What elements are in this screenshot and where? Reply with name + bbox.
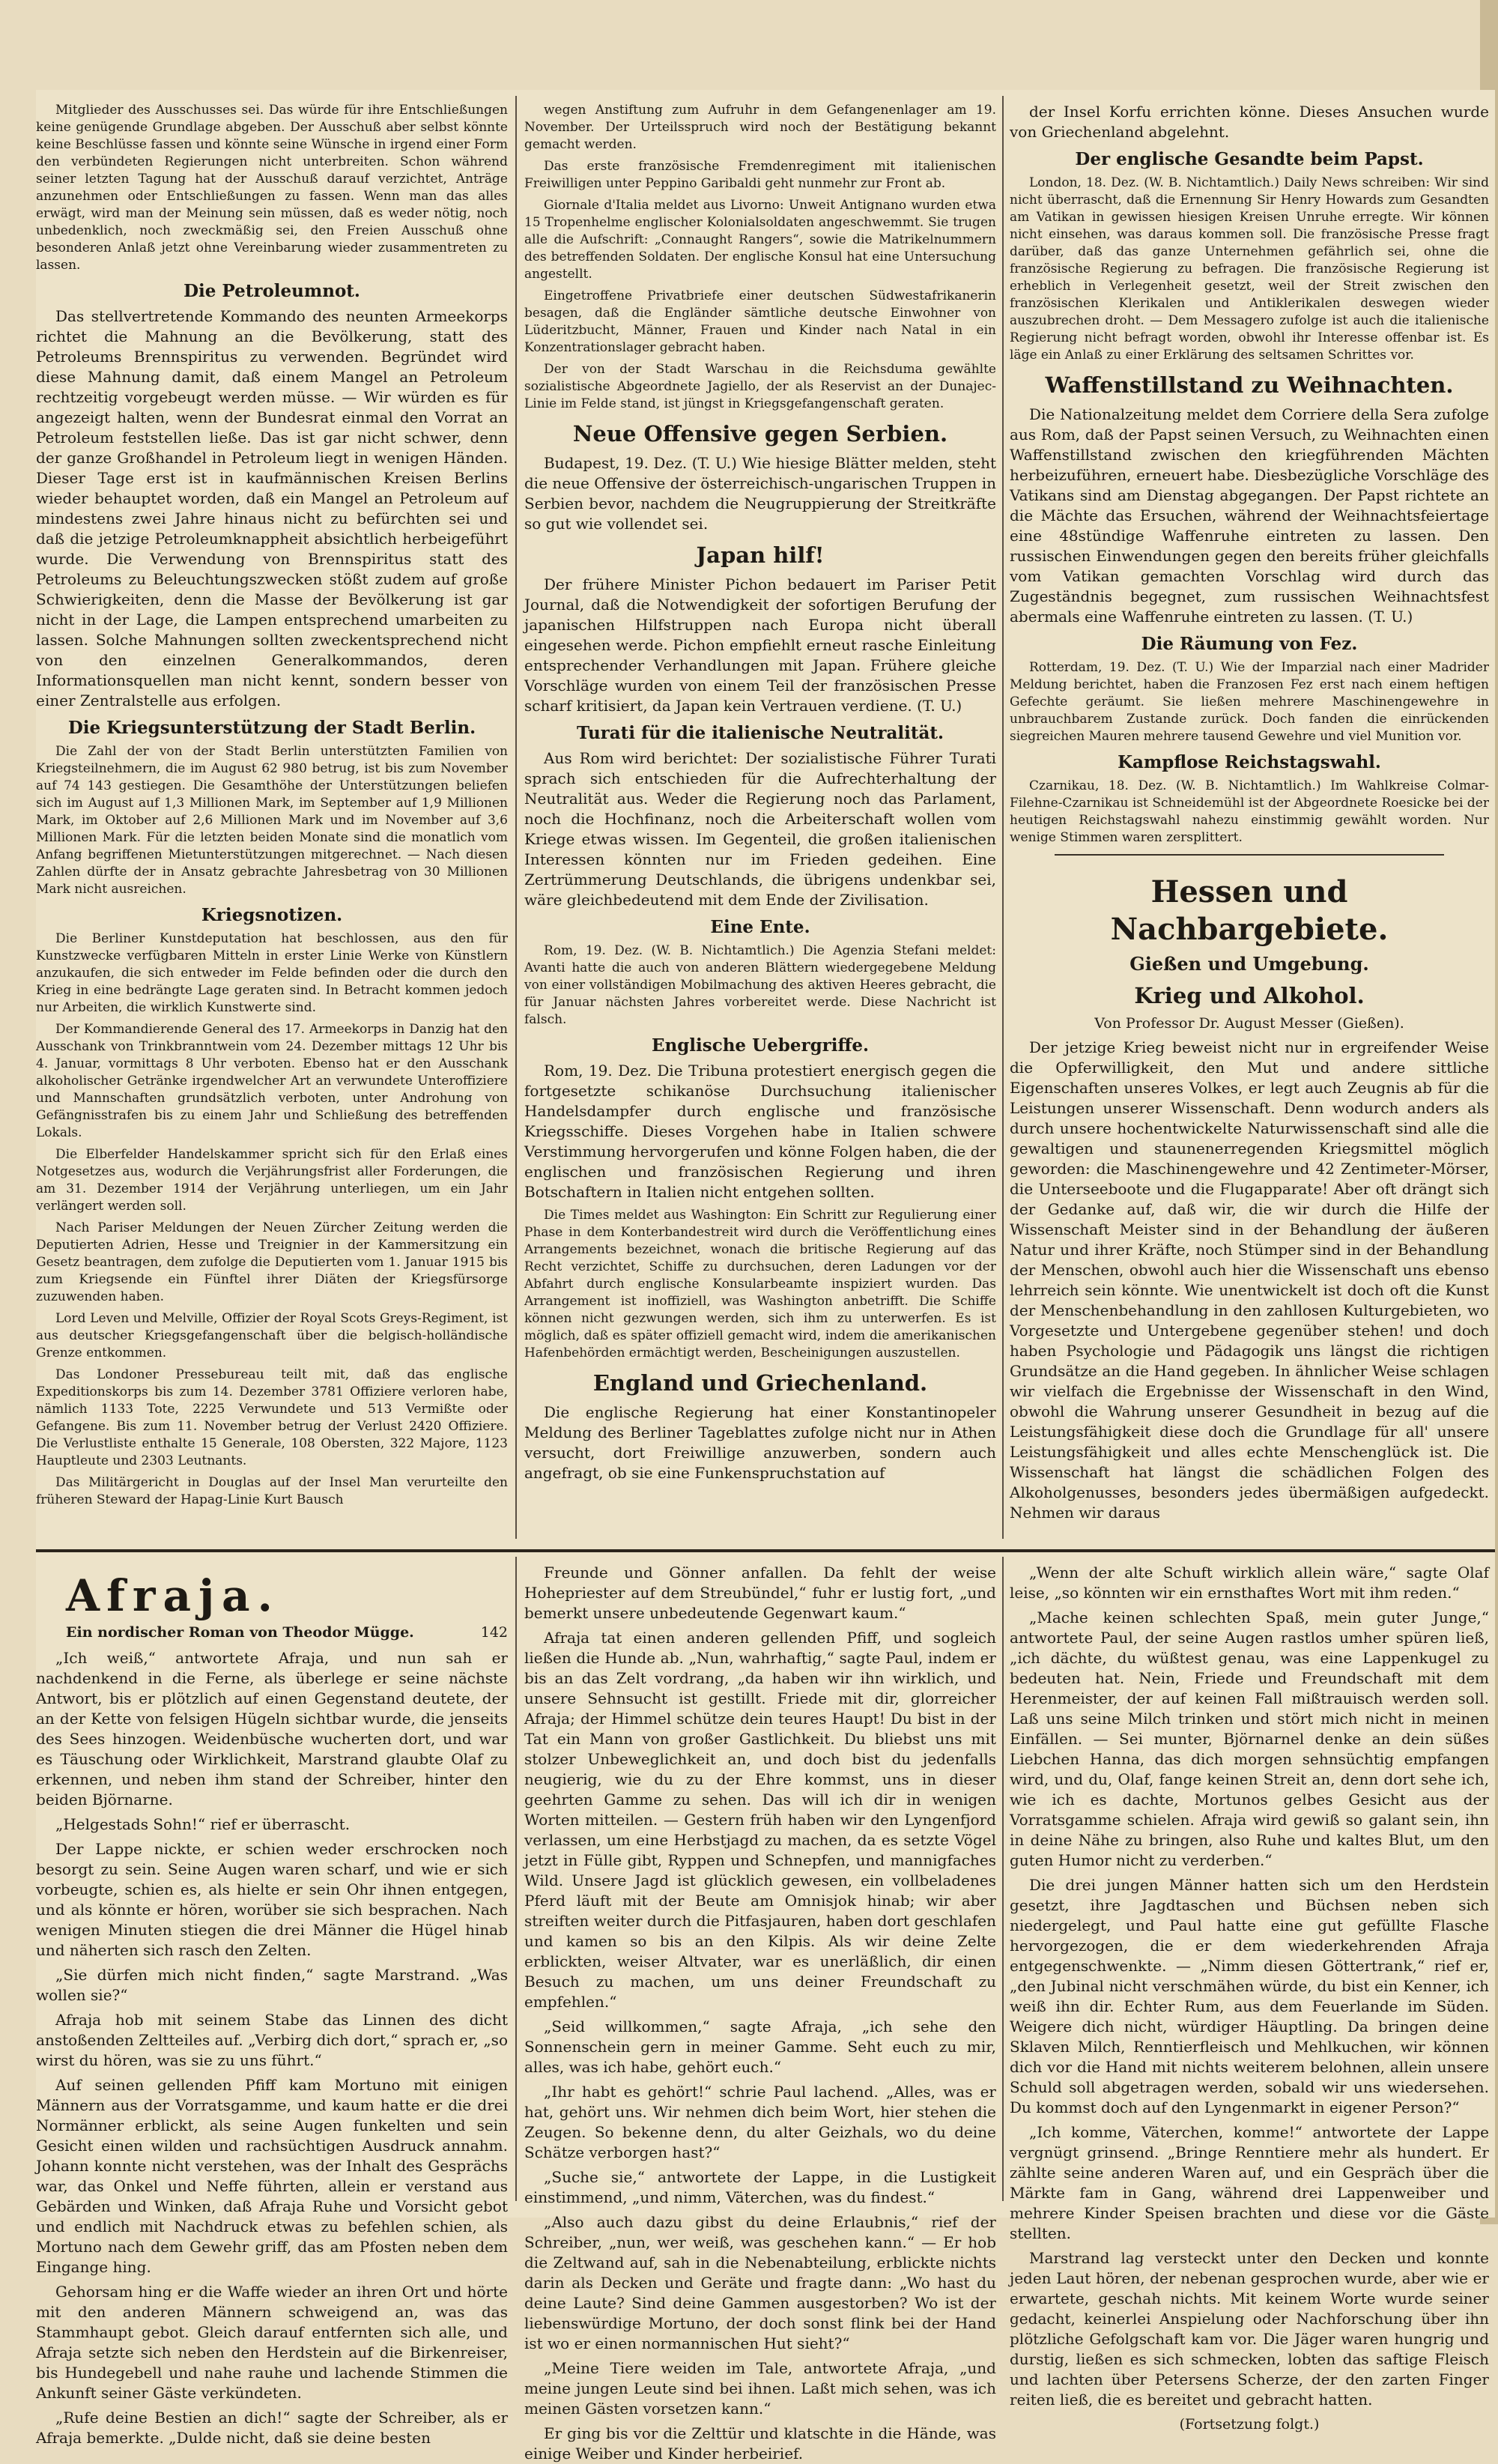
article-text: Rom, 19. Dez. Die Tribuna protestiert energisch gegen die fortgesetzte schikanöse Durchsuchung italienischer Handelsdampfer durch englische und französische Kriegsschiffe. Dieses Vorgehen habe in Italien schwere Verstimmung hervorgerufen und könne Folgen haben, die der englischen und französischen Regierung und ihren Botschaftern in Italien nicht entgehen sollten. — [524, 1062, 996, 1201]
headline-raeumung-fez: Die Räumung von Fez. — [1141, 634, 1358, 654]
column-1 — [36, 102, 508, 1542]
article-text: Rom, 19. Dez. (W. B. Nichtamtlich.) Die Agenzia Stefani meldet: Avanti hatte die auch von anderen Blättern wiedergegebene Meldung von einer vollständigen Mobilmachung des aktiven Heeres gebracht, die für Januar nächsten Jahres vorbereitet werde. Diese Nachricht ist falsch. — [524, 943, 996, 1027]
serial-paragraph: Auf seinen gellenden Pfiff kam Mortuno mit einigen Männern aus der Vorratsgamme, und kaum hatte er die drei Normänner erblickt, als seine Augen funkelten und sein Gesicht einen wilden und rachsüchtigen Ausdruck annahm. Johann konnte nicht verstehen, was der Inhalt des Gesprächs war, das Onkel und Neffe führten, allein er verstand aus Gebärden und Winken, daß Afraja Ruhe und Vorsicht gebot und endlich mit Nachdruck etwas zu befehlen schien, als Mortuno nach dem Gewehr griff, das am Pfosten neben dem Eingange hing. — [36, 2076, 508, 2276]
serial-paragraph: „Meine Tiere weiden im Tale, antwortete Afraja, „und meine jungen Leute sind bei ihnen. Laßt mich sehen, was ich meinen Gästen vorsetzen kann.“ — [524, 2359, 996, 2418]
article-byline: Von Professor Dr. August Messer (Gießen). — [1094, 1015, 1404, 1032]
serial-paragraph: Marstrand lag versteckt unter den Decken und konnte jeden Laut hören, der nebenan gesprochen wurde, aber wie er erwartete, geschah nichts. Mit keinem Worte wurde seiner gedacht, keinerlei Anspielung oder Nachforschung über ihn plötzliche Gefolgschaft kam vor. Die Jäger waren hungrig und durstig, ließen es sich schmecken, lobten das saftige Fleisch und lachten über Petersens Scherze, der den zarten Finger reiten ließ, die es bereitet und gebracht hatten. — [1010, 2249, 1489, 2409]
article-text: Budapest, 19. Dez. (T. U.) Wie hiesige Blätter melden, steht die neue Offensive der österreichisch-ungarischen Truppen in Serbien bevor, nachdem die Neugruppierung der Streitkräfte so gut wie vollendet sei. — [524, 454, 996, 533]
serial-installment-number: 142 — [480, 1624, 508, 1641]
article-text: Die Times meldet aus Washington: Ein Schritt zur Regulierung einer Phase in dem Konterbandestreit wird durch die Veröffentlichung eines Arrangements bezeichnet, wonach die britische Regierung auf das Recht verzichtet, Schiffe zu durchsuchen, deren Ladungen vor der Abfahrt durch englische Konsularbeamte inspiziert wurden. Das Arrangement ist inoffiziell, was Washington anbetrifft. Die Schiffe können nicht gezwungen werden, sich ihm zu unterwerfen. Es ist möglich, daß es später offiziell gemacht wird, indem die amerikanischen Hafenbehörden ermächtigt werden, Bescheinigungen auszustellen. — [524, 1208, 996, 1360]
serial-continued-note: (Fortsetzung folgt.) — [1179, 2416, 1320, 2433]
serial-paragraph: „Wenn der alte Schuft wirklich allein wäre,“ sagte Olaf leise, „so könnten wir ein ernsthaftes Wort mit ihm reden.“ — [1010, 1564, 1489, 1602]
article-text: Aus Rom wird berichtet: Der sozialistische Führer Turati sprach sich entschieden für die Aufrechterhaltung der Neutralität aus. Weder die Regierung noch das Parlament, noch die Hochfinanz, noch die Arbeiterschaft wollen vom Kriege etwas wissen. Im Gegenteil, die großen italienischen Interessen könnten nur im Frieden gedeihen. Eine Zertrümmerung Deutschlands, die übrigens undenkbar sei, wäre gleichbedeutend mit dem Ende der Zivilisation. — [524, 749, 996, 909]
article-text: Die Nationalzeitung meldet dem Corriere della Sera zufolge aus Rom, daß der Papst seinen Versuch, zu Weihnachten einen Waffenstillstand zwischen den kriegführenden Mächten herbeizuführen, erneuert habe. Diesbezügliche Vorschläge des Vatikans sind am Dienstag abgegangen. Der Papst richtete an die Mächte das Ersuchen, während der Weihnachtsfeiertage eine 48stündige Waffenruhe eintreten zu lassen. Den russischen Einwendungen gegen den bereits früher gleichfalls vom Vatikan gemachten Vorschlag wird durch das Zugeständnis begegnet, zum russischen Weihnachtsfest abermals eine Waffenruhe eintreten zu lassen. (T. U.) — [1010, 405, 1489, 626]
headline-petroleumnot: Die Petroleumnot. — [184, 281, 360, 301]
article-text: Die Elberfelder Handelskammer spricht sich für den Erlaß eines Notgesetzes aus, wodurch die Verjährungsfrist aller Forderungen, die am 31. Dezember 1914 der Verjährung unterliegen, um ein Jahr verlängert werden soll. — [36, 1147, 508, 1214]
column-2 — [524, 102, 996, 1542]
serial-paragraph: Er ging bis vor die Zelttür und klatschte in die Hände, was einige Weiber und Kinder herbeirief. — [524, 2424, 996, 2463]
serial-paragraph: „Sie dürfen mich nicht finden,“ sagte Marstrand. „Was wollen sie?“ — [36, 1966, 508, 2004]
article-text: Das Militärgericht in Douglas auf der Insel Man verurteilte den früheren Steward der Hapag-Linie Kurt Bausch — [36, 1475, 508, 1507]
headline-japan-hilf: Japan hilf! — [696, 542, 825, 568]
serial-subtitle — [66, 1624, 508, 1641]
column-rule — [1002, 96, 1004, 1539]
column-rule — [515, 1557, 517, 2201]
headline-kriegsnotizen: Kriegsnotizen. — [201, 905, 343, 925]
article-text: wegen Anstiftung zum Aufruhr in dem Gefangenenlager am 19. November. Der Urteilsspruch wird noch der Bestätigung bekannt gemacht werden. — [524, 103, 996, 152]
headline-kriegsunterstuetzung: Die Kriegsunterstützung der Stadt Berlin. — [67, 718, 476, 738]
serial-paragraph: „Rufe deine Bestien an dich!“ sagte der Schreiber, als er Afraja bemerkte. „Dulde nicht, daß sie deine besten — [36, 2409, 508, 2447]
headline-englische-uebergriffe: Englische Uebergriffe. — [651, 1035, 870, 1056]
serial-title: Afraja. — [66, 1570, 280, 1621]
article-text: Der jetzige Krieg beweist nicht nur in ergreifender Weise die Opferwilligkeit, den Mut und andere sittliche Eigenschaften unseres Volkes, er legt auch Zeugnis ab für die Leistungen unserer Wissenschaft. Denn wodurch anders als durch unsere hochentwickelte Naturwissenschaft sind alle die gewaltigen und staunenerregenden Kriegsmittel möglich geworden: die Maschinengewehre und 42 Zentimeter-Mörser, die Unterseeboote und die Flugapparate! Aber oft drängt sich der Gedanke auf, daß wir, die wir durch die Hilfe der Wissenschaft Meister sind in der Behandlung der äußeren Natur und ihrer Kräfte, noch Stümper sind in der Behandlung der Menschen, obwohl auch hier die Wissenschaft uns ebenso lehrreich sein könnte. Wie unentwickelt ist doch oft die Kunst der Menschenbehandlung in den zahllosen Kulturgebieten, wo Vorgesetzte und Untergebene gegenüber stehen! und doch haben Psychologie und Pädagogik uns längst die richtigen Grundsätze an die Hand gegeben. In ähnlicher Weise schlagen wir vielfach die Ergebnisse der Wissenschaft in den Wind, obwohl die Wahrung unserer Gesundheit in bezug auf die Leistungsfähigkeit diese doch die Grundlage für all' unsere Leistungsfähigkeit und alles echte Menschenglück ist. Die Wissenschaft hat längst die schädlichen Folgen des Alkoholgenusses, besonders jedes übermäßigen aufgedeckt. Nehmen wir daraus — [1010, 1038, 1489, 1522]
serial-column-1 — [36, 1563, 508, 2447]
article-text: Rotterdam, 19. Dez. (T. U.) Wie der Imparzial nach einer Madrider Meldung berichtet, haben die Franzosen Fez erst nach einem heftigen Gefechte geräumt. Sie ließen mehrere Maschinengewehre in unbrauchbarem Zustande zurück. Doch fanden die einrückenden siegreichen Mauren mehrere tausend Gewehre und viel Munition vor. — [1010, 660, 1489, 744]
section-divider — [1055, 854, 1444, 856]
article-text: Der von der Stadt Warschau in die Reichsduma gewählte sozialistische Abgeordnete Jagiello, der als Reservist an der Dunajec-Linie im Felde stand, ist jüngst in Kriegsgefangenschaft geraten. — [524, 362, 996, 411]
serial-column-2 — [524, 1563, 996, 2463]
serial-paragraph: Gehorsam hing er die Waffe wieder an ihren Ort und hörte mit den anderen Männern schweigend an, was das Stammhaupt gebot. Gleich darauf entfernten sich alle, und Afraja setzte sich neben den Herdstein auf die Birkenreiser, bis Hundegebell und nahe rauhe und lachende Stimmen die Ankunft seiner Gäste verkündeten. — [36, 2283, 508, 2402]
article-text: Das stellvertretende Kommando des neunten Armeekorps richtet die Mahnung an die Bevölkerung, statt des Petroleums Brennspiritus zu verwenden. Begründet wird diese Mahnung damit, daß einem Mangel an Petroleum rechtzeitig vorgebeugt werden müsse. — Wir würden es für angezeigt halten, wenn der Bundesrat einmal den Vorrat an Petroleum feststellen ließe. Das ist gar nicht schwer, denn der ganze Großhandel in Petroleum liegt in wenigen Händen. Dieser Tage erst ist in kaufmännischen Kreisen Berlins wieder behauptet worden, daß ein Mangel an Petroleum auf mindestens zwei Jahre hinaus nicht zu befürchten sei und daß die jetzige Petroleumknappheit absichtlich herbeigeführt wurde. Die Verwendung von Brennspiritus statt des Petroleums zu Beleuchtungszwecken stößt zudem auf große Schwierigkeiten, denn die Masse der Bevölkerung ist gar nicht in der Lage, die Lampen entsprechend umarbeiten zu lassen. Solche Mahnungen sollten zweckentsprechend nicht von den einzelnen Generalkommandos, deren Informationsquellen man nicht kennt, sondern besser von einer Zentralstelle aus erfolgen. — [36, 307, 508, 709]
section-title-hessen: Hessen und Nachbargebiete. — [1110, 874, 1389, 947]
serial-paragraph: Afraja hob mit seinem Stabe das Linnen des dicht anstoßenden Zeltteiles auf. „Verbirg dich dort,“ sprach er, „so wirst du hören, was sie zu uns führt.“ — [36, 2011, 508, 2069]
article-text: Lord Leven und Melville, Offizier der Royal Scots Greys-Regiment, ist aus deutscher Kriegsgefangenschaft über die belgisch-holländische Grenze entkommen. — [36, 1311, 508, 1360]
section-subtitle-giessen: Gießen und Umgebung. — [1129, 953, 1369, 975]
article-text: Der frühere Minister Pichon bedauert im Pariser Petit Journal, daß die Notwendigkeit der sofortigen Berufung der japanischen Hilfstruppen nach Europa nicht überall eingesehen werde. Pichon empfiehlt erneut rasche Einleitung entsprechender Verhandlungen mit Japan. Frühere gleiche Vorschläge wurden von einem Teil der französischen Presse scharf kritisiert, da Japan kein Vertrauen verdiene. (T. U.) — [524, 575, 996, 715]
headline-offensive-serbien: Neue Offensive gegen Serbien. — [572, 421, 948, 447]
headline-england-griechenland: England und Griechenland. — [592, 1370, 928, 1396]
serial-paragraph: „Ich weiß,“ antwortete Afraja, und nun sah er nachdenkend in die Ferne, als überlege er seine nächste Antwort, bis er plötzlich auf einen Gegenstand deutete, der an der Kette von felsigen Hügeln sichtbar wurde, die jenseits des Sees hinzogen. Weidenbüsche wucherten dort, und war es Täuschung oder Wirklichkeit, Marstrand glaubte Olaf zu erkennen, und neben ihm stand der Schreiber, hinter den beiden Björnarne. — [36, 1649, 508, 1808]
article-text: Der Kommandierende General des 17. Armeekorps in Danzig hat den Ausschank von Trinkbranntwein vom 24. Dezember mittags 12 Uhr bis 4. Januar, vormittags 8 Uhr verboten. Ebenso hat er den Ausschank alkoholischer Getränke irgendwelcher Art an verwundete Unteroffiziere und Mannschaften grundsätzlich verboten, unter Androhung von Gefängnisstrafen bis zu einem Jahr und Schließung des betreffenden Lokals. — [36, 1022, 508, 1140]
article-text: Die englische Regierung hat einer Konstantinopeler Meldung des Berliner Tageblattes zufolge nicht nur in Athen versucht, dort Freiwillige anzuwerben, sondern auch angefragt, ob sie eine Funkenspruchstation auf — [524, 1403, 996, 1482]
article-text: der Insel Korfu errichten könne. Dieses Ansuchen wurde von Griechenland abgelehnt. — [1010, 103, 1489, 141]
column-3 — [1010, 102, 1489, 1542]
column-rule — [1002, 1557, 1004, 2201]
headline-krieg-alkohol: Krieg und Alkohol. — [1134, 983, 1365, 1008]
article-text: Mitglieder des Ausschusses sei. Das würde für ihre Entschließungen keine genügende Grundlage abgeben. Der Ausschuß aber selbst könnte keine Beschlüsse fassen und könnte seine Wünsche in irgend einer Form den verbündeten Regierungen nicht unterbreiten. Schon während seiner letzten Tagung hat der Ausschuß darauf verzichtet, Anträge anzunehmen oder Entschließungen zu fassen. Wenn man das alles erwägt, wird man der Meinung sein müssen, daß es weder nötig, noch unbedenklich, noch zweckmäßig sei, den Freien Ausschuß ohne besonderen Anlaß jetzt ohne Vereinbarung wieder zusammentreten zu lassen. — [36, 103, 508, 273]
headline-reichstagswahl: Kampflose Reichstagswahl. — [1118, 752, 1381, 772]
serial-paragraph: Die drei jungen Männer hatten sich um den Herdstein gesetzt, ihre Jagdtaschen und Büchsen neben sich niedergelegt, und Paul hatte eine gut gefüllte Flasche hervorgezogen, die er dem wiederkehrenden Afraja entgegenschwenkte. — „Nimm diesen Göttertrank,“ rief er, „den Jubinal nicht verschmähen würde, du bist ein Kenner, ich weiß ihn dir. Echter Rum, aus dem Feuerlande im Süden. Weigere dich nicht, würdiger Häuptling. Da bringen deine Sklaven Milch, Renntierfleisch und Mehlkuchen, wir können dich vor die Hand mit nichts weiterem belohnen, allein unsere Schuld soll abgetragen werden, sobald wir uns wiedersehen. Du kommst doch auf den Lyngenmarkt in eigener Person?“ — [1010, 1876, 1489, 2116]
serial-paragraph: „Helgestads Sohn!“ rief er überrascht. — [55, 1815, 351, 1833]
article-text: Das erste französische Fremdenregiment mit italienischen Freiwilligen unter Peppino Garibaldi geht nunmehr zur Front ab. — [524, 159, 996, 191]
article-text: Eingetroffene Privatbriefe einer deutschen Südwestafrikanerin besagen, daß die Engländer sämtliche deutsche Einwohner von Lüderitzbucht, Männer, Frauen und Kinder nach Natal in ein Konzentrationslager gebracht haben. — [524, 288, 996, 355]
headline-waffenstillstand: Waffenstillstand zu Weihnachten. — [1045, 372, 1454, 398]
headline-gesandte-papst: Der englische Gesandte beim Papst. — [1075, 149, 1424, 169]
serial-paragraph: „Ich komme, Väterchen, komme!“ antwortete der Lappe vergnügt grinsend. „Bringe Renntiere mehr als hundert. Er zählte seine anderen Waren auf, und ein Gespräch über die Märkte fam in Gang, während drei Lappenweiber und mehrere Kinder Speisen brachten und diese vor die Gäste stellten. — [1010, 2123, 1489, 2242]
serial-paragraph: „Suche sie,“ antwortete der Lappe, in die Lustigkeit einstimmend, „und nimm, Väterchen, was du findest.“ — [524, 2168, 996, 2206]
serial-paragraph: „Mache keinen schlechten Spaß, mein guter Junge,“ antwortete Paul, der seine Augen rastlos umher spüren ließ, „ich dächte, du wüßtest genau, was eine Lappenkugel zu bedeuten hat. Nein, Friede und Freundschaft mit dem Herenmeister, der auf keinen Fall mißtrauisch werden soll. Laß uns seine Milch trinken und stört mich nicht in meinen Einfällen. — Sei munter, Björnarnel denke an dein süßes Liebchen Hanna, das dich morgen sehnsüchtig empfangen wird, und du, Olaf, fange keinen Streit an, denn dort sehe ich, wie ich es dachte, Mortunos gelbes Gesicht aus der Vorratsgamme schielen. Afraja wird gewiß so galant sein, ihn in deine Nähe zu bringen, also Ruhe und kaltes Blut, um den guten Humor nicht zu verderben.“ — [1010, 1608, 1489, 1869]
article-text: Die Zahl der von der Stadt Berlin unterstützten Familien von Kriegsteilnehmern, die im August 62 980 betrug, ist bis zum November auf 74 143 gestiegen. Die Gesamthöhe der Unterstützungen beliefen sich im August auf 1,3 Millionen Mark, im September auf 1,9 Millionen Mark, im Oktober auf 2,6 Millionen Mark und im November auf 3,6 Millionen Mark. Für die letzten beiden Monate sind die monatlich vom Anfang begriffenen Mietunterstützungen mitgerechnet. — Nach diesen Zahlen dürfte der in Ansatz gebrachte Jahresbetrag von 30 Millionen Mark nicht ausreichen. — [36, 744, 508, 897]
article-text: Die Berliner Kunstdeputation hat beschlossen, aus den für Kunstzwecke verfügbaren Mitteln in erster Linie Werke von Künstlern anzukaufen, die sich entweder im Felde befinden oder die durch den Krieg in eine bedrängte Lage geraten sind. In Betracht kommen jedoch nur Arbeiten, die wirklich Kunstwerte sind. — [36, 931, 508, 1015]
serial-paragraph: Freunde und Gönner anfallen. Da fehlt der weise Hohepriester auf dem Streubündel,“ fuhr er lustig fort, „und bemerkt unsere unbedeutende Gegenwart kaum.“ — [524, 1564, 996, 1622]
headline-turati: Turati für die italienische Neutralität. — [576, 723, 944, 743]
serial-paragraph: „Seid willkommen,“ sagte Afraja, „ich sehe den Sonnenschein gern in meiner Gamme. Seht euch zu mir, alles, was ich habe, gehört euch.“ — [524, 2017, 996, 2076]
article-text: Czarnikau, 18. Dez. (W. B. Nichtamtlich.) Im Wahlkreise Colmar-Filehne-Czarnikau ist Schneidemühl ist der Abgeordnete Roesicke bei der heutigen Reichstagswahl nahezu einstimmig gewählt worden. Nur wenige Stimmen waren zersplittert. — [1010, 778, 1489, 845]
serial-subtitle-text: Ein nordischer Roman von Theodor Mügge. — [66, 1624, 414, 1641]
article-text: Giornale d'Italia meldet aus Livorno: Unweit Antignano wurden etwa 15 Tropenhelme englischer Kolonialsoldaten angeschwemmt. Sie trugen alle die Aufschrift: „Connaught Rangers“, sowie die Matrikelnummern des betreffenden Soldaten. Der englische Konsul hat eine Untersuchung angestellt. — [524, 198, 996, 282]
serial-paragraph: „Ihr habt es gehört!“ schrie Paul lachend. „Alles, was er hat, gehört uns. Wir nehmen dich beim Wort, hier stehen die Zeugen. So bekenne denn, du alter Geizhals, wo du deine Schätze verborgen hast?“ — [524, 2083, 996, 2161]
column-rule — [515, 96, 517, 1539]
serial-paragraph: Afraja tat einen anderen gellenden Pfiff, und sogleich ließen die Hunde ab. „Nun, wahrhaftig,“ sagte Paul, indem er bis an das Zelt vordrang, „da haben wir ihn wirklich, und unsere Sehnsucht ist gestillt. Friede mit dir, glorreicher Afraja; der Himmel schütze dein teures Haupt! Du bist in der Tat ein Mann von großer Gastlichkeit. Du bliebst uns mit stolzer Unbeweglichkeit an, und doch bist du jedenfalls neugierig, wie du zu der Ehre kommst, uns in dieser geehrten Gamme zu sehen. Das will ich dir in wenigen Worten mitteilen. — Gestern früh haben wir den Lyngenfjord verlassen, um eine Herbstjagd zu machen, da es setzte Vögel jetzt in Fülle gibt, Ryppen und Schnepfen, und mannigfaches Wild. Unsere Jagd ist glücklich gewesen, ein vollbeladenes Pferd läuft mit der Beute am Omnisjok hinab; wir aber streiften weiter durch die Pitfasjauren, haben dort geschlafen und kamen so bis an den Kilpis. Als wir deine Zelte erblickten, weiser Altvater, war es unerläßlich, dir einen Besuch zu machen, um uns deiner Freundschaft zu empfehlen.“ — [524, 1629, 996, 2011]
serial-paragraph: „Also auch dazu gibst du deine Erlaubnis,“ rief der Schreiber, „nun, wer weiß, was geschehen kann.“ — Er hob die Zeltwand auf, sah in die Nebenabteilung, erblickte nichts darin als Decken und Geräte und fragte dann: „Wo hast du deine Laute? Sind deine Gammen ausgestorben? Wo ist der liebenswürdige Mortuno, der doch sonst flink bei der Hand ist wo er einen normannischen Hut sieht?“ — [524, 2213, 996, 2352]
headline-eine-ente: Eine Ente. — [710, 917, 810, 937]
newspaper-page — [36, 90, 1495, 2463]
article-text: Nach Pariser Meldungen der Neuen Zürcher Zeitung werden die Deputierten Adrien, Hesse und Treignier in der Kammersitzung ein Gesetz beantragen, dem zufolge die Deputierten vom 1. Januar 1915 bis zum Kriegsende ein Fünftel ihrer Diäten der Kriegsfürsorge zuzuwenden haben. — [36, 1220, 508, 1304]
serial-paragraph: Der Lappe nickte, er schien weder erschrocken noch besorgt zu sein. Seine Augen waren scharf, und wie er sich vorbeugte, schien es, als hielte er sein Ohr ihnen entgegen, und als könnte er hören, worüber sie sich besprachen. Nach wenigen Minuten stiegen die drei Männer die Hügel hinab und näherten sich rasch den Zelten. — [36, 1840, 508, 1959]
article-text: London, 18. Dez. (W. B. Nichtamtlich.) Daily News schreiben: Wir sind nicht überrascht, daß die Ernennung Sir Henry Howards zum Gesandten am Vatikan in gewissen hiesigen Kreisen Unruhe erregte. Wir können nicht einsehen, was daraus kommen soll. Die französische Presse fragt darüber, daß das ganze Unternehmen gefährlich sei, ohne die französische Regierung zu befragen. Die französische Regierung ist erheblich in Verlegenheit gesetzt, weil der Streit zwischen den französischen Klerikalen und Antiklerikalen deswegen wieder auszubrechen droht. — Dem Messagero zufolge ist auch die italienische Regierung nicht befragt worden, obwohl ihr Interesse offenbar ist. Es läge ein Anlaß zu einer Erklärung des seltsamen Schrittes vor. — [1010, 175, 1489, 363]
feuilleton-divider — [36, 1549, 1495, 1552]
article-text: Das Londoner Pressebureau teilt mit, daß das englische Expeditionskorps bis zum 14. Dezember 3781 Offiziere verloren habe, nämlich 1133 Tote, 2225 Verwundete und 513 Vermißte oder Gefangene. Bis zum 11. November betrug der Verlust 2420 Offiziere. Die Verlustliste enthalte 15 Generale, 108 Obersten, 322 Majore, 1123 Hauptleute und 2303 Leutnants. — [36, 1367, 508, 1468]
serial-column-3 — [1010, 1563, 1489, 2433]
